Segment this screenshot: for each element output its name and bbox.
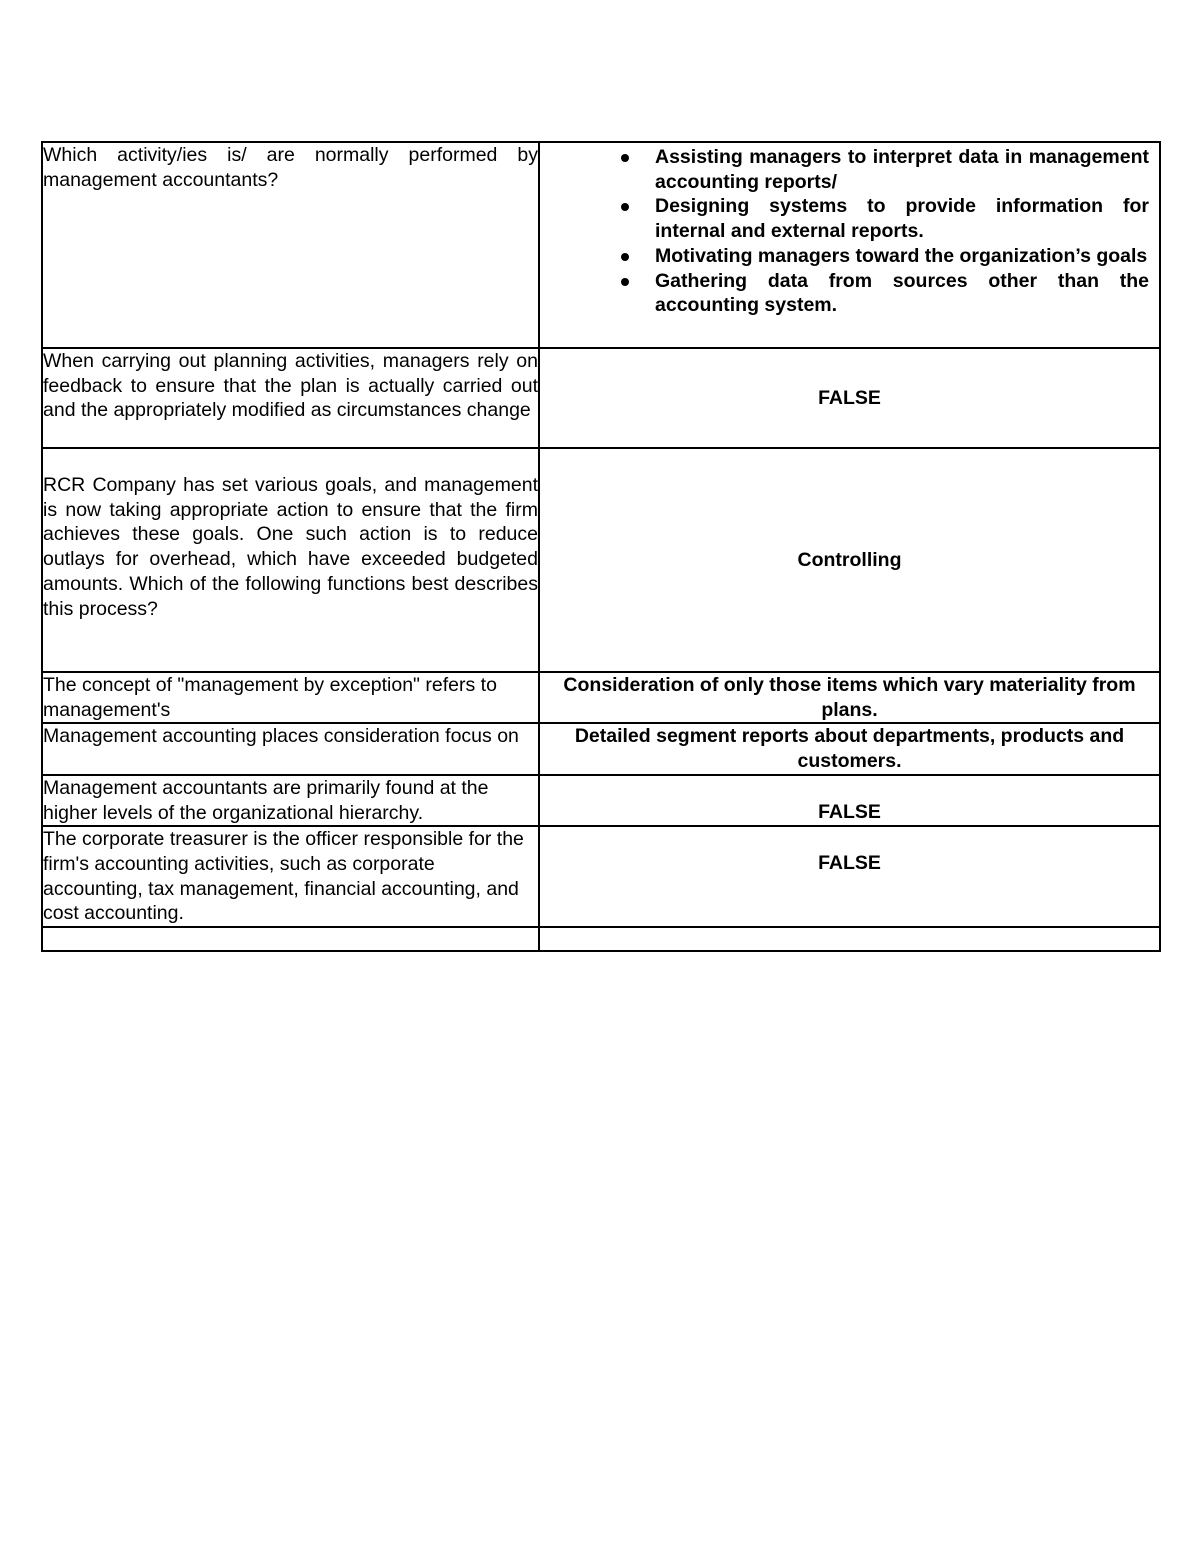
list-item: Gathering data from sources other than the accounting system. xyxy=(655,269,1149,318)
question-cell xyxy=(42,142,539,348)
list-item: Designing systems to provide information for internal and external reports. xyxy=(655,194,1149,243)
answer-cell xyxy=(539,775,1160,826)
answer-cell xyxy=(539,142,1160,348)
list-item: Assisting managers to interpret data in management accounting reports/ xyxy=(655,145,1149,194)
answer-text: FALSE xyxy=(818,386,881,409)
bullet-icon xyxy=(621,203,629,211)
question-text: When carrying out planning activities, managers rely on feedback to ensure that the plan is actually carried out and the appropriately modified as circumstances change xyxy=(43,350,538,422)
empty-cell xyxy=(539,927,1160,951)
table-row xyxy=(42,448,1160,672)
table-row xyxy=(42,826,1160,927)
table-row xyxy=(42,723,1160,774)
question-text: Which activity/ies is/ are normally performed by management accountants? xyxy=(43,144,538,191)
question-cell xyxy=(42,723,539,774)
table-row xyxy=(42,775,1160,826)
question-text: RCR Company has set various goals, and management is now taking appropriate action to ensure that the firm achieves these goals. One such action is to reduce outlays for overhead, which have exceeded budgeted amounts. Which of the following functions best describes this process? xyxy=(43,474,538,620)
bullet-icon xyxy=(621,253,629,261)
question-cell xyxy=(42,775,539,826)
bullet-icon xyxy=(621,154,629,162)
answer-text: FALSE xyxy=(818,852,881,875)
answer-cell xyxy=(539,826,1160,927)
list-item: Motivating managers toward the organization’s goals xyxy=(655,244,1149,269)
question-text: The corporate treasurer is the officer responsible for the firm's accounting activities, such as corporate accounting, tax management, financial accounting, and cost accounting. xyxy=(43,828,524,925)
answer-list xyxy=(540,143,1159,318)
empty-cell xyxy=(42,927,539,951)
answer-text: FALSE xyxy=(818,800,881,823)
answer-cell xyxy=(539,723,1160,774)
table-row xyxy=(42,927,1160,951)
table-row xyxy=(42,348,1160,448)
answer-text: Consideration of only those items which vary materiality from plans. xyxy=(563,674,1136,721)
question-text: Management accountants are primarily found at the higher levels of the organizational hierarchy. xyxy=(43,776,489,824)
answer-cell xyxy=(539,448,1160,672)
question-cell xyxy=(42,448,539,672)
question-answer-table xyxy=(41,141,1161,952)
question-text: Management accounting places consideration focus on xyxy=(43,725,519,748)
question-cell xyxy=(42,672,539,723)
table-row xyxy=(42,672,1160,723)
answer-cell xyxy=(539,672,1160,723)
table-row xyxy=(42,142,1160,348)
question-cell xyxy=(42,826,539,927)
answer-text: Controlling xyxy=(797,548,902,571)
bullet-icon xyxy=(621,278,629,286)
answer-text: Detailed segment reports about departments, products and customers. xyxy=(574,725,1125,773)
question-cell xyxy=(42,348,539,448)
question-text: The concept of "management by exception" refers to management's xyxy=(43,674,497,721)
answer-cell xyxy=(539,348,1160,448)
